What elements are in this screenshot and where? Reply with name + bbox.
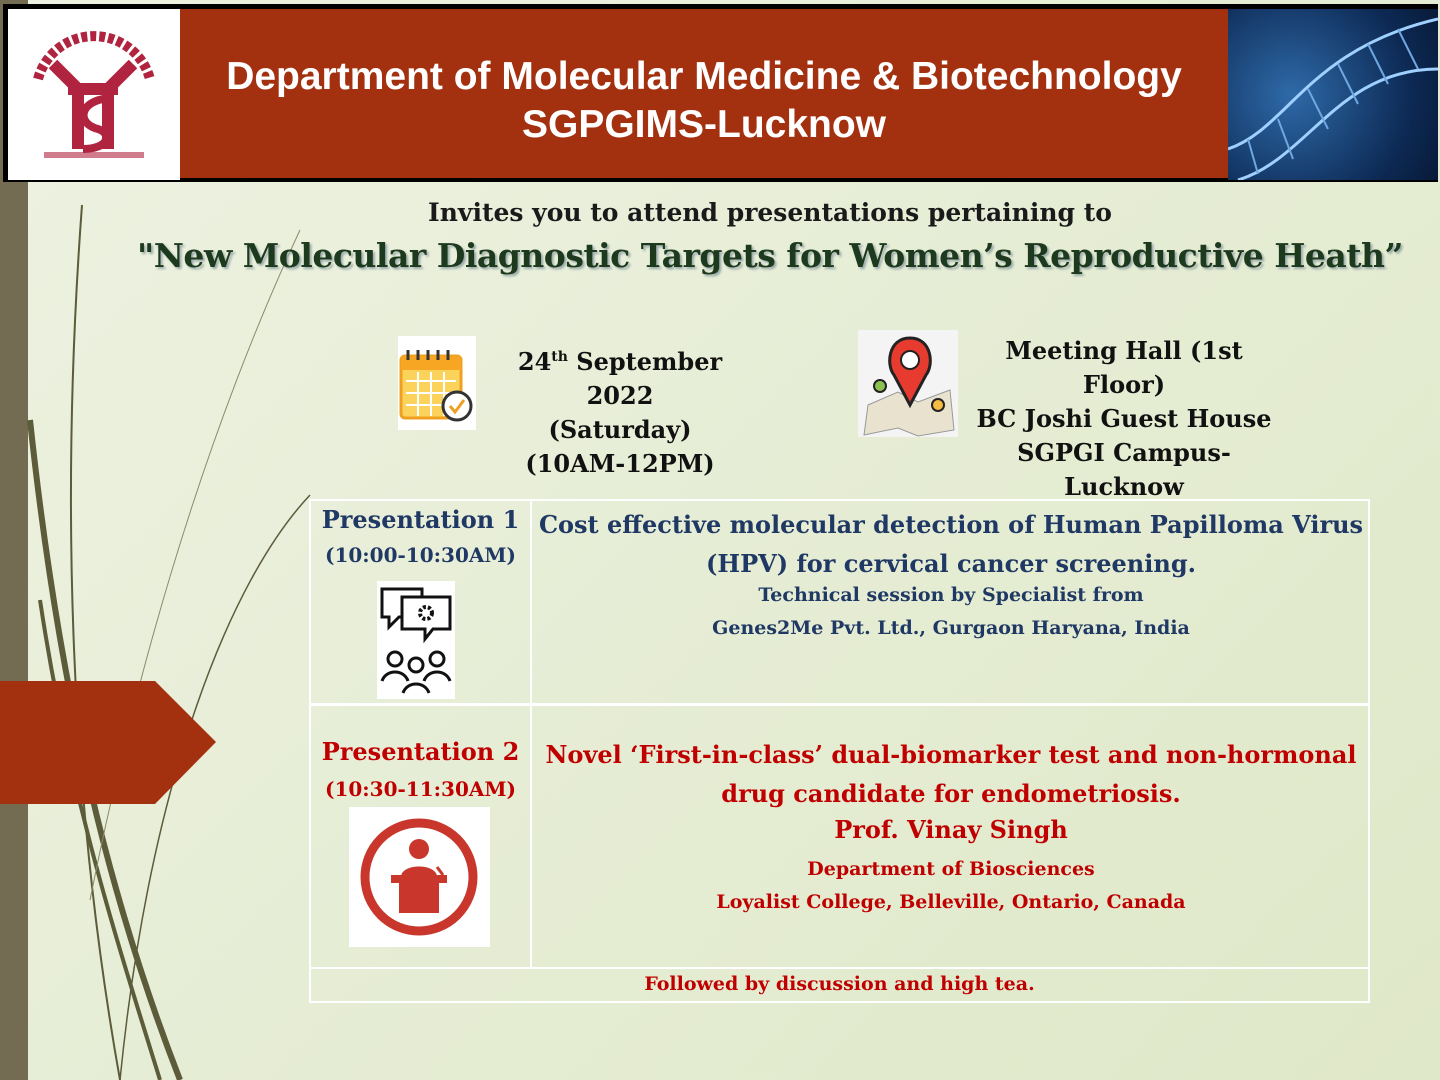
calendar-icon bbox=[398, 336, 476, 430]
venue-hall: Meeting Hall (1st Floor) bbox=[1005, 336, 1243, 399]
event-time: (10AM-12PM) bbox=[525, 449, 715, 478]
presentation-1-title bbox=[532, 505, 1370, 583]
header-title bbox=[180, 9, 1228, 178]
department-name: Department of Molecular Medicine & Biotechnology bbox=[226, 55, 1182, 98]
footer-note: Followed by discussion and high tea. bbox=[644, 973, 1035, 995]
event-datetime bbox=[486, 340, 754, 481]
speaker-podium-icon bbox=[349, 807, 490, 947]
presentation-2-affiliation bbox=[532, 853, 1370, 919]
affiliation-line: Loyalist College, Belleville, Ontario, Canada bbox=[716, 891, 1186, 913]
title-line: drug candidate for endometriosis. bbox=[721, 779, 1181, 808]
sgpgims-logo bbox=[8, 9, 180, 180]
event-date: 24th September 2022 bbox=[517, 347, 723, 410]
presentation-2-speaker: Prof. Vinay Singh bbox=[834, 815, 1068, 844]
venue-campus: SGPGI Campus-Lucknow bbox=[1017, 438, 1231, 501]
event-title: "New Molecular Diagnostic Targets for Women’s Reproductive Heath” bbox=[137, 236, 1403, 275]
map-pin-icon bbox=[858, 330, 958, 437]
title-line: (HPV) for cervical cancer screening. bbox=[706, 549, 1196, 578]
affiliation-line: Department of Biosciences bbox=[807, 858, 1095, 880]
presentation-2-label: Presentation 2 bbox=[321, 737, 520, 766]
institute-name: SGPGIMS-Lucknow bbox=[521, 103, 887, 146]
event-weekday: (Saturday) bbox=[548, 415, 692, 444]
presentation-1-presenter bbox=[532, 579, 1370, 645]
title-line: Novel ‘First-in-class’ dual-biomarker test and non-hormonal bbox=[545, 740, 1357, 769]
presenter-line: Technical session by Specialist from bbox=[758, 584, 1144, 606]
presentation-1-time: (10:00-10:30AM) bbox=[325, 543, 516, 567]
presentation-2-time: (10:30-11:30AM) bbox=[325, 777, 516, 801]
dna-image bbox=[1228, 9, 1438, 180]
presentations-table bbox=[309, 499, 1370, 1003]
discussion-group-icon bbox=[377, 581, 455, 699]
presenter-line: Genes2Me Pvt. Ltd., Gurgaon Haryana, India bbox=[712, 617, 1190, 639]
venue bbox=[963, 334, 1285, 504]
header bbox=[3, 4, 1438, 182]
invite-line: Invites you to attend presentations pertaining to bbox=[428, 198, 1112, 227]
presentation-1-label: Presentation 1 bbox=[321, 505, 520, 534]
venue-building: BC Joshi Guest House bbox=[976, 404, 1272, 433]
presentation-2-title bbox=[532, 735, 1370, 813]
title-line: Cost effective molecular detection of Human Papilloma Virus bbox=[538, 510, 1364, 539]
